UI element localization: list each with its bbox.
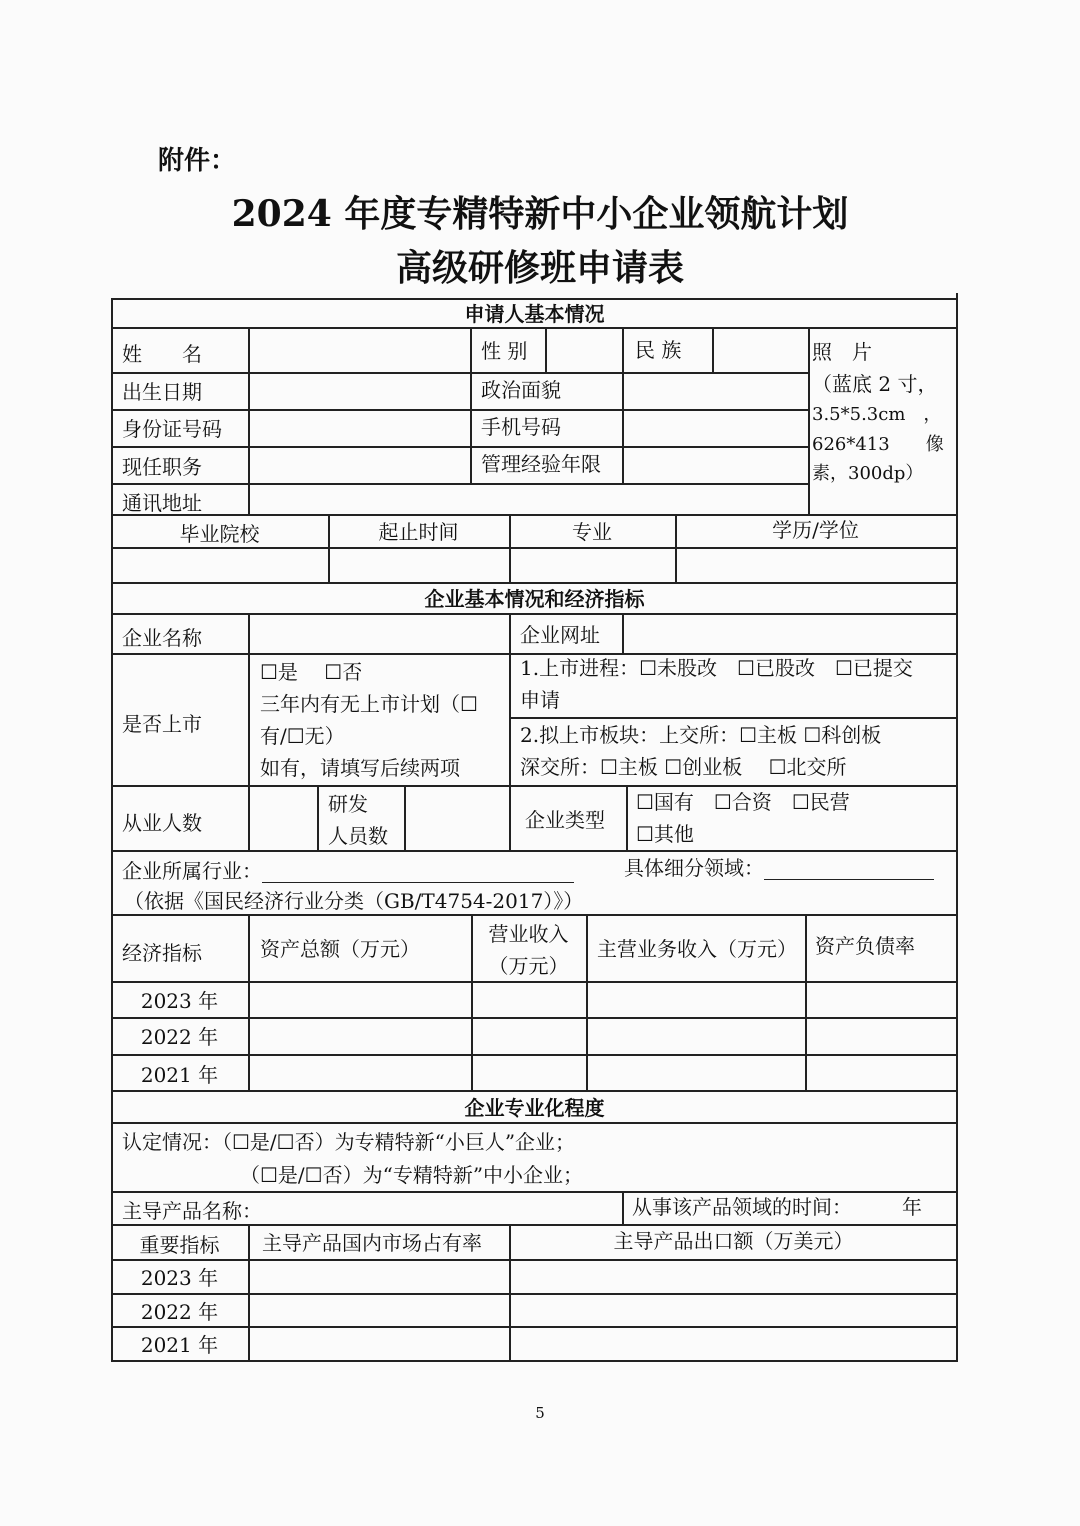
section-company-info: 企业基本情况和经济指标 <box>424 587 645 611</box>
attachment-label: 附件： <box>158 146 237 176</box>
header-domestic-share: 主导产品国内市场占有率 <box>262 1231 482 1255</box>
form-title-line-2: 高级研修班申请表 <box>395 247 684 289</box>
photo-spec-1: （蓝底 2 寸， <box>812 372 938 396</box>
header-debt-ratio: 资产负债率 <box>815 934 915 958</box>
input-subfield[interactable] <box>764 857 934 880</box>
label-political-status: 政治面貌 <box>481 378 561 402</box>
label-gender: 性 别 <box>481 339 528 363</box>
section-applicant-info: 申请人基本情况 <box>464 302 605 326</box>
header-revenue-1: 营业收入 <box>488 922 569 946</box>
header-main-revenue: 主营业务收入（万元） <box>597 937 797 961</box>
label-birth-date: 出生日期 <box>122 380 202 404</box>
input-ethnicity[interactable] <box>714 329 806 371</box>
header-revenue-2: （万元） <box>488 954 569 978</box>
header-period: 起止时间 <box>378 520 459 544</box>
product-year-2023: 2023 年 <box>140 1266 219 1290</box>
header-degree: 学历/学位 <box>772 518 859 542</box>
label-company-type: 企业类型 <box>525 808 605 832</box>
certify-specialized-sme[interactable]: （☐是/☐否）为“专精特新”中小企业； <box>240 1163 584 1187</box>
label-listed: 是否上市 <box>122 712 202 736</box>
product-year-2022: 2022 年 <box>140 1300 219 1324</box>
ipo-progress-options[interactable]: 1.上市进程：☐未股改 ☐已股改 ☐已提交 申请 <box>520 656 913 712</box>
label-rd-staff-1: 研发 <box>328 792 368 816</box>
label-employees: 从业人数 <box>122 811 202 835</box>
label-product-time: 从事该产品领域的时间： 年 <box>632 1195 922 1219</box>
econ-year-2023: 2023 年 <box>140 989 219 1013</box>
industry-row <box>122 859 574 883</box>
photo-spec-3: 626*413 像 <box>812 433 944 455</box>
photo-label: 照 片 <box>812 340 872 364</box>
header-export-value: 主导产品出口额（万美元） <box>613 1229 854 1253</box>
label-product-name: 主导产品名称： <box>122 1199 262 1223</box>
label-address: 通讯地址 <box>122 491 202 515</box>
form-title-line-1: 2024 年度专精特新中小企业领航计划 <box>231 193 849 235</box>
label-subfield: 具体细分领域： <box>624 856 764 880</box>
section-specialization: 企业专业化程度 <box>464 1096 605 1120</box>
page-number: 5 <box>535 1404 545 1422</box>
photo-spec-4: 素，300dp） <box>812 463 924 485</box>
photo-spec-2: 3.5*5.3cm ， <box>812 404 942 425</box>
industry-note: （依据《国民经济行业分类（GB/T4754-2017）》） <box>124 889 584 913</box>
label-ethnicity: 民 族 <box>635 338 682 362</box>
header-major: 专业 <box>572 520 612 544</box>
label-company-name: 企业名称 <box>122 626 202 650</box>
label-mobile: 手机号码 <box>481 415 561 439</box>
label-rd-staff-2: 人员数 <box>328 824 388 848</box>
label-position: 现任职务 <box>122 455 202 479</box>
ipo-board-options[interactable]: 2.拟上市板块：上交所：☐主板 ☐科创板 深交所：☐主板 ☐创业板 ☐北交所 <box>520 723 882 779</box>
label-id-number: 身份证号码 <box>122 417 222 441</box>
label-website: 企业网址 <box>520 623 600 647</box>
certify-little-giant[interactable]: 认定情况：（☐是/☐否）为专精特新“小巨人”企业； <box>122 1130 576 1154</box>
company-type-options[interactable]: ☐国有 ☐合资 ☐民营 ☐其他 <box>636 790 850 846</box>
input-industry[interactable] <box>262 860 574 883</box>
label-mgmt-years: 管理经验年限 <box>481 452 601 476</box>
input-gender[interactable] <box>547 329 620 371</box>
econ-year-2022: 2022 年 <box>140 1025 219 1049</box>
product-year-2021: 2021 年 <box>140 1333 219 1357</box>
header-total-assets: 资产总额（万元） <box>260 937 420 961</box>
econ-year-2021: 2021 年 <box>140 1063 219 1087</box>
input-name[interactable] <box>250 329 468 371</box>
header-econ-indicator: 经济指标 <box>122 941 202 965</box>
label-industry: 企业所属行业： <box>122 859 262 883</box>
subfield-row <box>624 856 934 880</box>
listed-options[interactable]: ☐是 ☐否 三年内有无上市计划（☐ 有/☐无） 如有，请填写后续两项 <box>260 660 478 780</box>
header-key-indicator: 重要指标 <box>139 1233 220 1257</box>
header-school: 毕业院校 <box>179 522 260 546</box>
photo-box[interactable] <box>812 340 954 485</box>
label-name: 姓 名 <box>122 342 202 366</box>
